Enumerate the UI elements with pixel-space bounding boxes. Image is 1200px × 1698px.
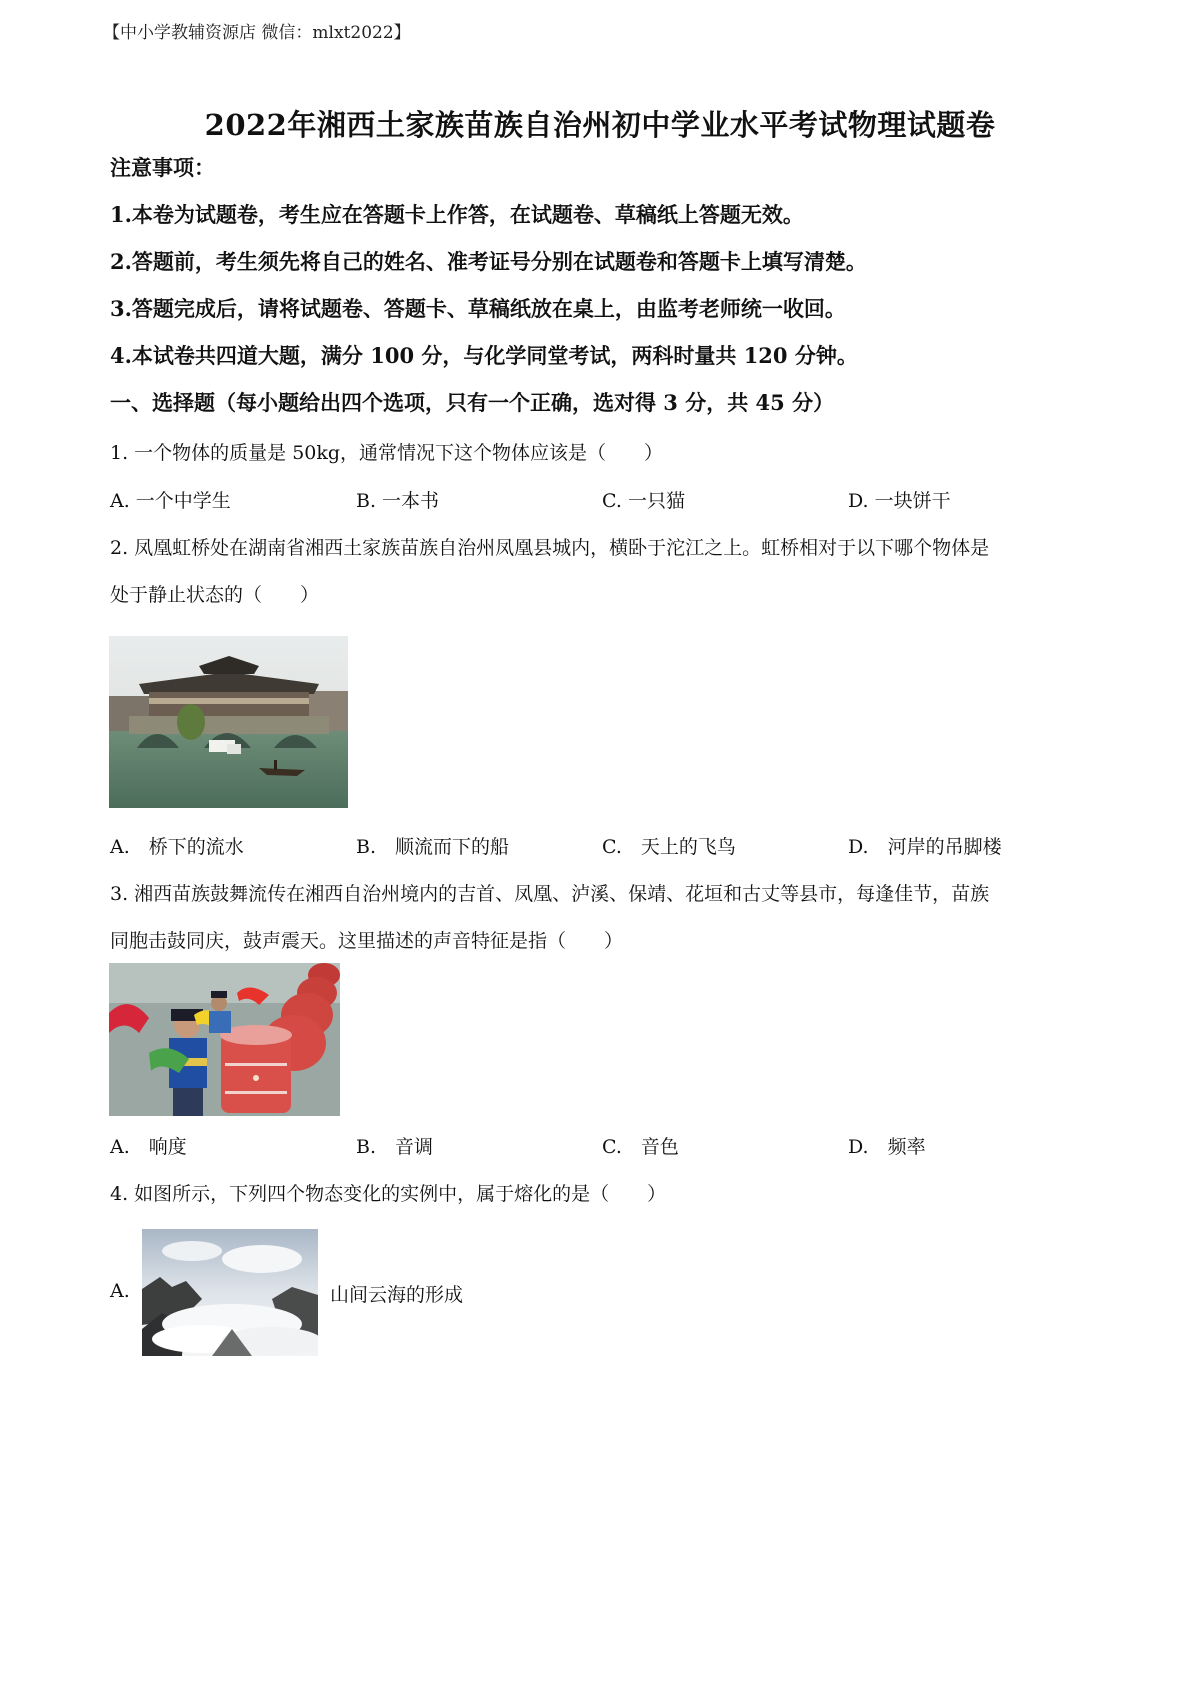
notice-item: 3.答题完成后，请将试题卷、答题卡、草稿纸放在桌上，由监考老师统一收回。 — [110, 296, 846, 321]
header-note: 【中小学教辅资源店 微信：mlxt2022】 — [103, 23, 411, 43]
question-stem-continued: 处于静止状态的（ ） — [110, 584, 320, 606]
rainbow-bridge-photo — [109, 636, 348, 808]
option-a: A. 一个中学生 — [110, 490, 231, 512]
question-stem: 3. 湘西苗族鼓舞流传在湘西自治州境内的吉首、凤凰、泸溪、保靖、花垣和古丈等县市，每逢佳节，苗族 — [110, 883, 990, 905]
option-b: B. 顺流而下的船 — [356, 836, 510, 858]
question-stem: 4. 如图所示，下列四个物态变化的实例中，属于熔化的是（ ） — [110, 1183, 667, 1205]
notice-heading: 注意事项： — [110, 155, 215, 180]
option-b: B. 一本书 — [356, 490, 440, 512]
image-caption: 山间云海的形成 — [330, 1284, 464, 1306]
page-title: 2022年湘西土家族苗族自治州初中学业水平考试物理试题卷 — [204, 108, 996, 142]
sea-of-clouds-photo — [142, 1229, 318, 1356]
option-c: C. 音色 — [602, 1136, 679, 1158]
section-heading: 一、选择题（每小题给出四个选项，只有一个正确，选对得 3 分，共 45 分） — [110, 390, 835, 415]
option-a: A. 桥下的流水 — [110, 836, 244, 858]
option-a: A. — [110, 1280, 130, 1302]
question-stem: 2. 凤凰虹桥处在湖南省湘西土家族苗族自治州凤凰县城内，横卧于沱江之上。虹桥相对于以下哪个物体是 — [110, 537, 990, 559]
option-d: D. 河岸的吊脚楼 — [848, 836, 1002, 858]
question-stem-continued: 同胞击鼓同庆，鼓声震天。这里描述的声音特征是指（ ） — [110, 930, 624, 952]
miao-drum-dance-photo — [109, 963, 340, 1116]
notice-item: 2.答题前，考生须先将自己的姓名、准考证号分别在试题卷和答题卡上填写清楚。 — [110, 249, 867, 274]
question-stem: 1. 一个物体的质量是 50kg，通常情况下这个物体应该是（ ） — [110, 442, 664, 464]
option-c: C. 天上的飞鸟 — [602, 836, 736, 858]
option-c: C. 一只猫 — [602, 490, 685, 512]
notice-item: 1.本卷为试题卷，考生应在答题卡上作答，在试题卷、草稿纸上答题无效。 — [110, 202, 804, 227]
notice-item: 4.本试卷共四道大题，满分 100 分，与化学同堂考试，两科时量共 120 分钟。 — [110, 343, 858, 368]
option-a: A. 响度 — [110, 1136, 187, 1158]
option-d: D. 一块饼干 — [848, 490, 951, 512]
option-b: B. 音调 — [356, 1136, 434, 1158]
option-d: D. 频率 — [848, 1136, 926, 1158]
